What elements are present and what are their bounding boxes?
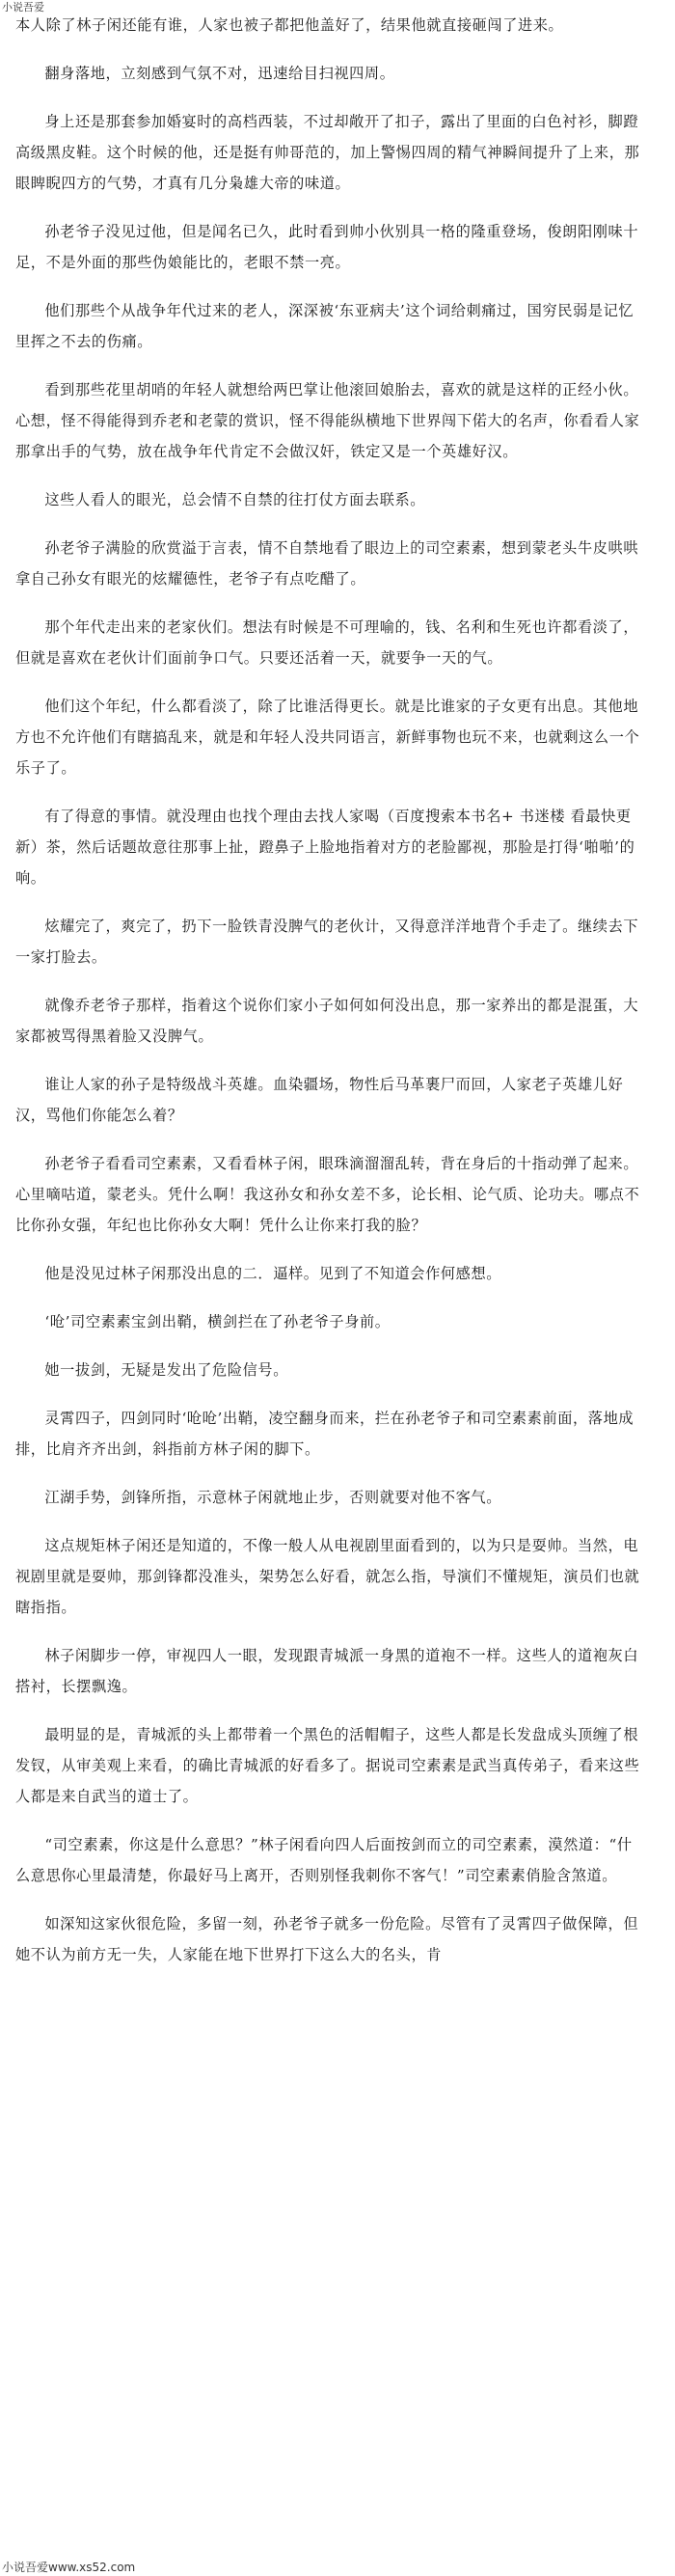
- site-watermark-footer: 小说吾爱www.xs52.com: [2, 2561, 136, 2574]
- paragraph: 翻身落地，立刻感到气氛不对，迅速给目扫视四周。: [44, 65, 395, 82]
- site-watermark-header: 小说吾爱: [2, 1, 44, 14]
- paragraph: 她一拔剑，无疑是发出了危险信号。: [44, 1361, 288, 1379]
- paragraph: 谁让人家的孙子是特级战斗英雄。血染疆场，物性后马革裹尸而回，人家老子英雄儿好汉，骂他们你能怎么着？: [15, 1076, 624, 1124]
- chapter-text: [15, 10, 642, 1987]
- paragraph: 他们这个年纪，什么都看淡了，除了比谁活得更长。就是比谁家的子女更有出息。其他地方也不允许他们有瞎搞乱来，就是和年轻人没共同语言，新鲜事物也玩不来，也就剩这么一个乐子了。: [15, 698, 640, 777]
- paragraph: 身上还是那套参加婚宴时的高档西装，不过却敞开了扣子，露出了里面的白色衬衫，脚蹬高级黑皮鞋。这个时候的他，还是挺有帅哥范的，加上警惕四周的精气神瞬间提升了上来，那眼睥睨四方的气势，才真有几分枭雄大帝的味道。: [15, 113, 640, 192]
- paragraph: 这些人看人的眼光，总会情不自禁的往打仗方面去联系。: [44, 491, 426, 508]
- paragraph: 这点规矩林子闲还是知道的，不像一般人从电视剧里面看到的，以为只是耍帅。当然，电视剧里就是耍帅，那剑锋都没准头，架势怎么好看，就怎么指，导演们不懂规矩，演员们也就瞎指指。: [15, 1537, 640, 1616]
- paragraph: 本人除了林子闲还能有谁，人家也被子都把他盖好了，结果他就直接砸闯了进来。: [15, 16, 564, 34]
- paragraph: 他是没见过林子闲那没出息的二．逼样。见到了不知道会作何感想。: [44, 1265, 502, 1282]
- paragraph: 那个年代走出来的老家伙们。想法有时候是不可理喻的，钱、名利和生死也许都看淡了，但就是喜欢在老伙计们面前争口气。只要还活着一天，就要争一天的气。: [15, 618, 639, 667]
- paragraph: 炫耀完了，爽完了，扔下一脸铁青没脾气的老伙计，又得意洋洋地背个手走了。继续去下一家打脸去。: [15, 918, 639, 966]
- paragraph: “司空素素，你这是什么意思？”林子闲看向四人后面按剑而立的司空素素，漠然道：“什么意思你心里最清楚，你最好马上离开，否则别怪我刺你不客气！”司空素素俏脸含煞道。: [15, 1836, 633, 1884]
- paragraph: 最明显的是，青城派的头上都带着一个黑色的活帽帽子，这些人都是长发盘成头顶缠了根发钗，从审美观上来看，的确比青城派的好看多了。据说司空素素是武当真传弟子，看来这些人都是来自武当的道士了。: [15, 1726, 640, 1805]
- paragraph: 林子闲脚步一停，审视四人一眼，发现跟青城派一身黑的道袍不一样。这些人的道袍灰白搭衬，长摆飘逸。: [15, 1647, 639, 1695]
- paragraph: 看到那些花里胡哨的年轻人就想给两巴掌让他滚回娘胎去，喜欢的就是这样的正经小伙。心想，怪不得能得到乔老和老蒙的赏识，怪不得能纵横地下世界闯下偌大的名声，你看看人家那拿出手的气势，放在战争年代肯定不会做汉奸，铁定又是一个英雄好汉。: [15, 381, 640, 460]
- paragraph: 灵霄四子，四剑同时‘呛呛’出鞘，凌空翻身而来，拦在孙老爷子和司空素素前面，落地成排，比肩齐齐出剑，斜指前方林子闲的脚下。: [15, 1410, 634, 1458]
- paragraph: ‘呛’司空素素宝剑出鞘，横剑拦在了孙老爷子身前。: [44, 1313, 391, 1330]
- paragraph: 孙老爷子满脸的欣赏溢于言表，情不自禁地看了眼边上的司空素素，想到蒙老头牛皮哄哄拿自己孙女有眼光的炫耀德性，老爷子有点吃醋了。: [15, 539, 639, 588]
- paragraph: 有了得意的事情。就没理由也找个理由去找人家喝（百度搜索本书名+ 书迷楼 看最快更新）茶，然后话题故意往那事上扯，蹬鼻子上脸地指着对方的老脸鄙视，那脸是打得‘啪啪’的响。: [15, 808, 635, 887]
- paragraph: 他们那些个从战争年代过来的老人，深深被‘东亚病夫’这个词给刺痛过，国穷民弱是记忆里挥之不去的伤痛。: [15, 302, 634, 350]
- paragraph: 如深知这家伙很危险，多留一刻，孙老爷子就多一份危险。尽管有了灵霄四子做保障，但她不认为前方无一失，人家能在地下世界打下这么大的名头，肯: [15, 1915, 639, 1963]
- paragraph: 孙老爷子看看司空素素，又看看林子闲，眼珠滴溜溜乱转，背在身后的十指动弹了起来。心里嘀咕道，蒙老头。凭什么啊！我这孙女和孙女差不多，论长相、论气质、论功夫。哪点不比你孙女强，年纪也比你孙女大啊！凭什么让你来打我的脸？: [15, 1155, 640, 1234]
- paragraph: 江湖手势，剑锋所指，示意林子闲就地止步，否则就要对他不客气。: [44, 1489, 502, 1506]
- paragraph: 孙老爷子没见过他，但是闻名已久，此时看到帅小伙别具一格的隆重登场，俊朗阳刚味十足，不是外面的那些伪娘能比的，老眼不禁一亮。: [15, 223, 639, 271]
- paragraph: 就像乔老爷子那样，指着这个说你们家小子如何如何没出息，那一家养出的都是混蛋，大家都被骂得黑着脸又没脾气。: [15, 997, 639, 1045]
